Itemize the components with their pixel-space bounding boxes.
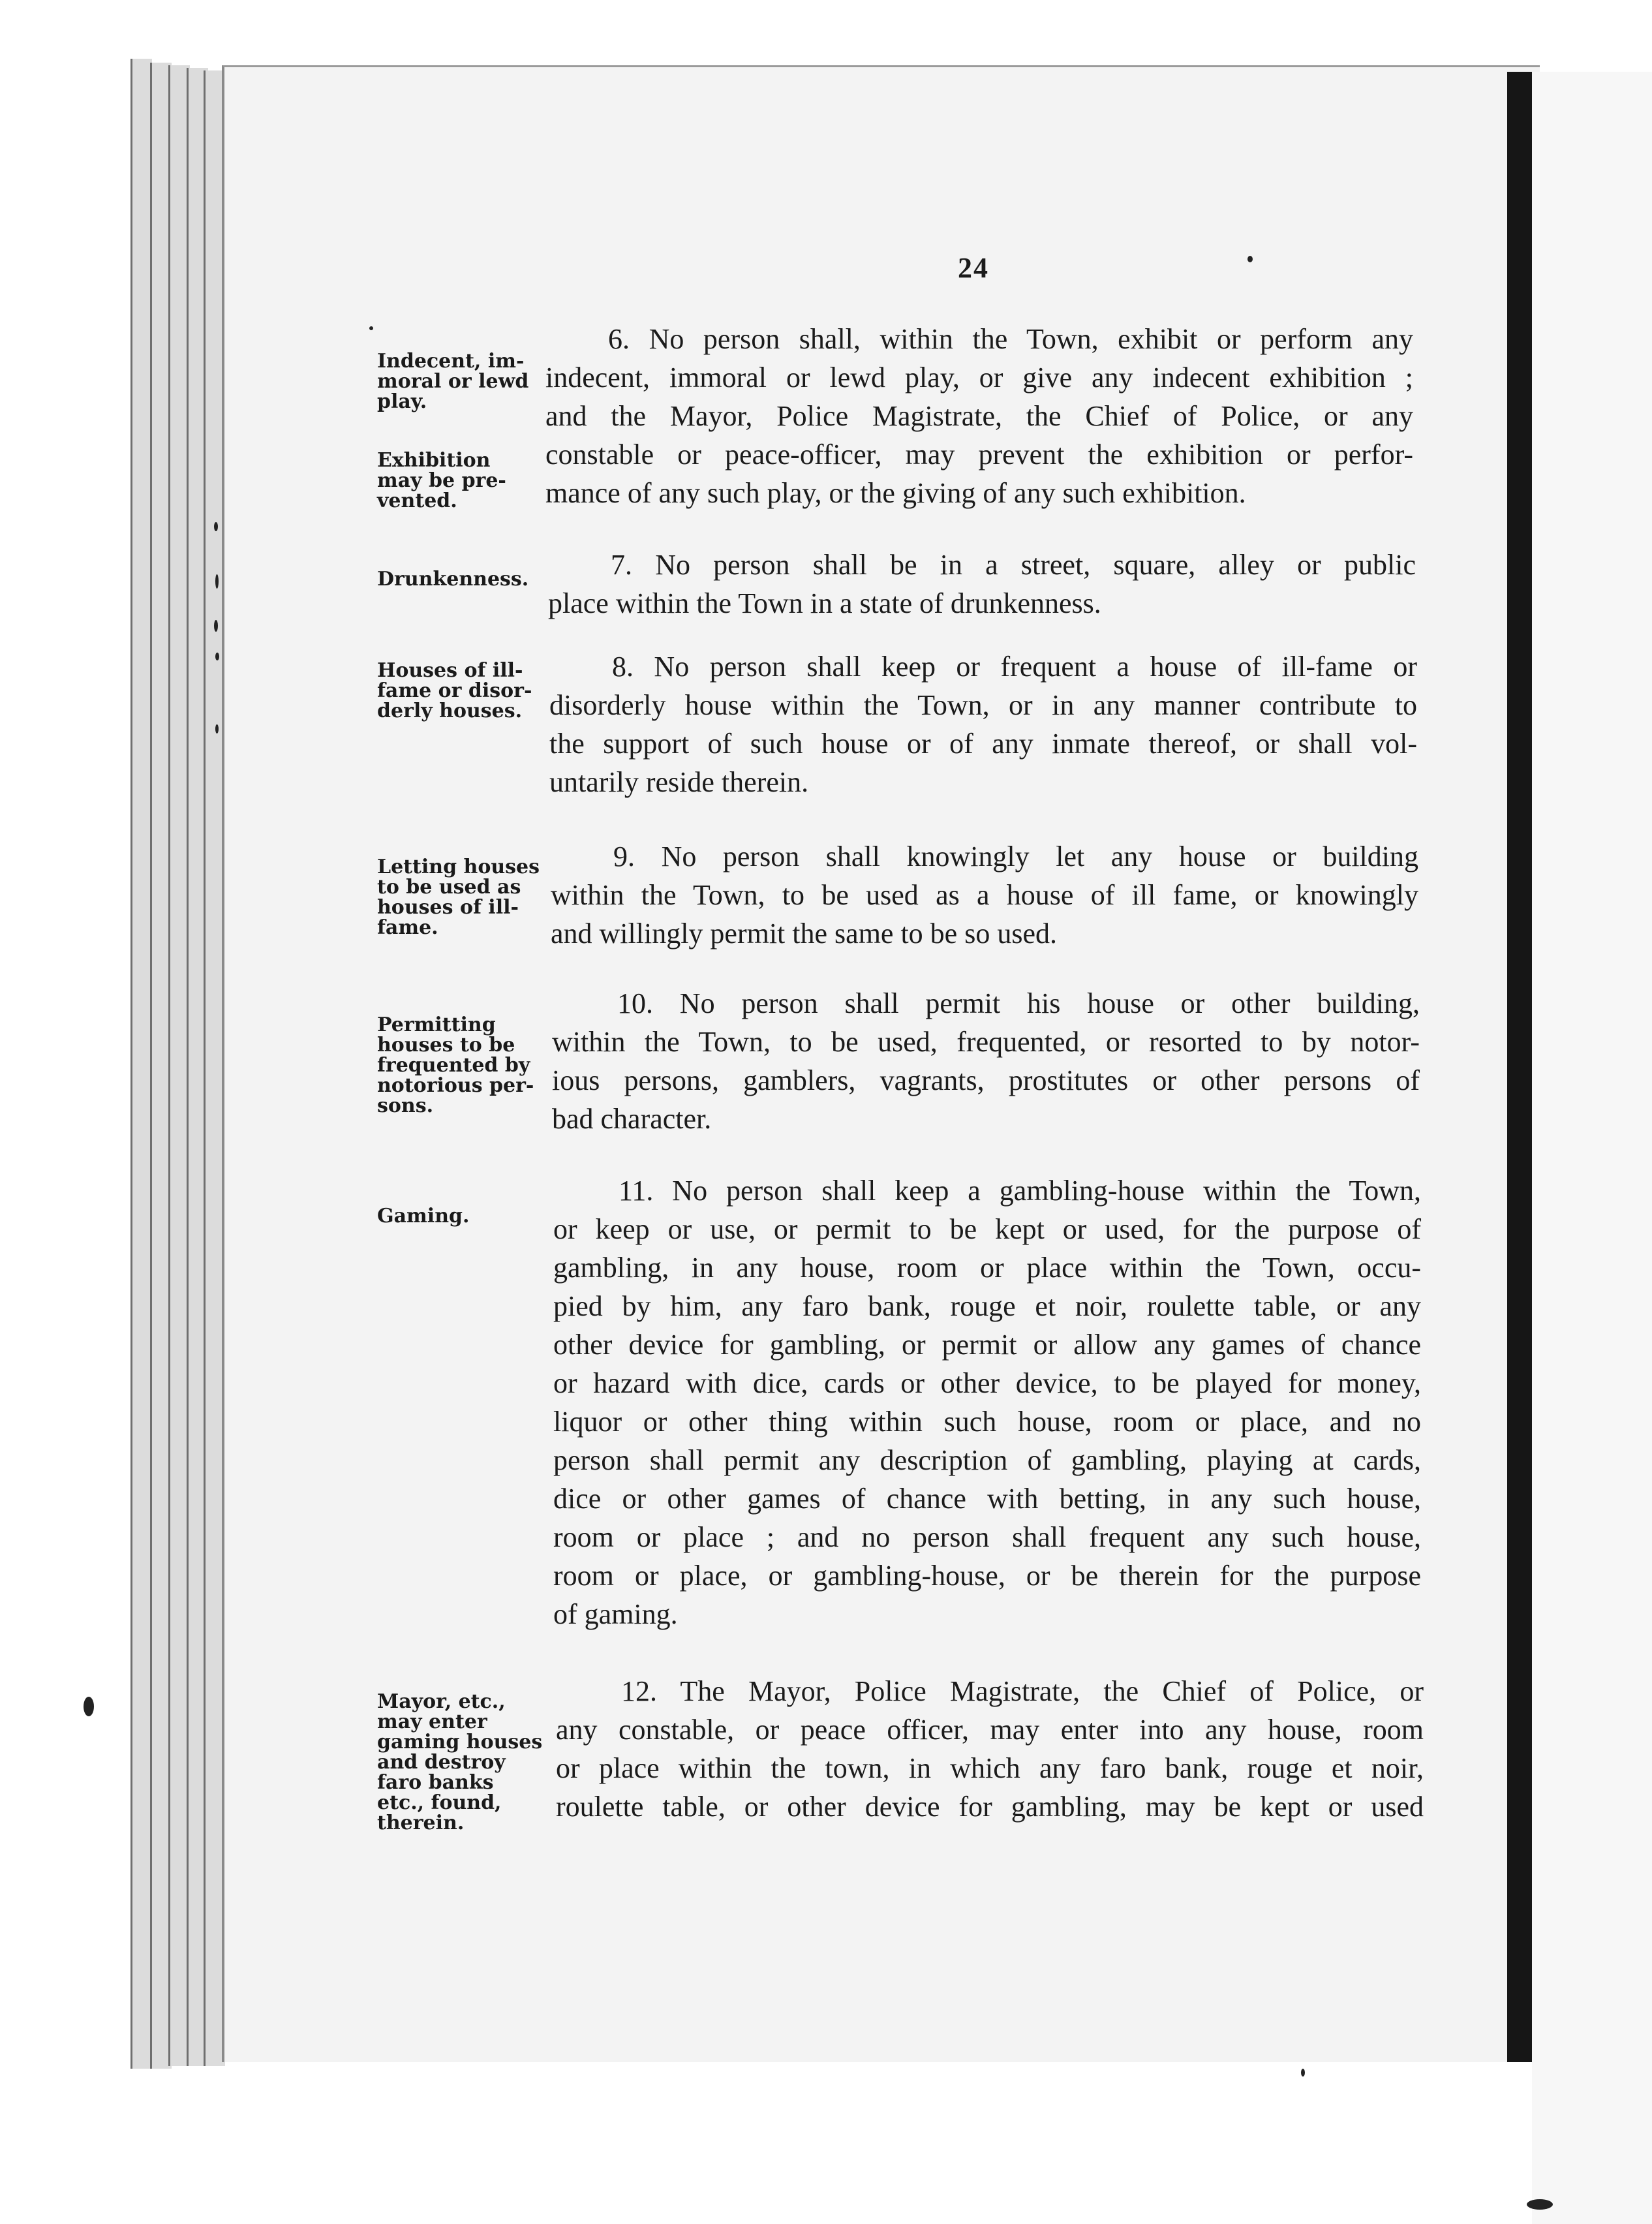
- text-line: person shall permit any description of gambling, playing at cards,: [553, 1444, 1421, 1476]
- text-line: within the Town, to be used as a house of ill fame, or knowingly: [551, 879, 1418, 911]
- text-line: or place within the town, in which any faro bank, rouge et noir,: [556, 1752, 1424, 1784]
- scan-speck: [214, 620, 218, 632]
- margin-note-exhibition-prevented: Exhibition may be pre- vented.: [377, 449, 506, 512]
- text-line: 10. No person shall permit his house or other building,: [617, 987, 1420, 1019]
- margin-note-drunkenness: Drunkenness.: [377, 568, 529, 591]
- text-line: the support of such house or of any inmate thereof, or shall vol-: [549, 728, 1417, 760]
- text-line: room or place, or gambling-house, or be therein for the purpose: [553, 1560, 1421, 1592]
- text-line: bad character.: [552, 1103, 712, 1135]
- scan-speck: [369, 326, 373, 330]
- scan-speck: [1247, 256, 1253, 262]
- section-6: [545, 320, 1413, 512]
- text-line: or hazard with dice, cards or other device, to be played for money,: [553, 1367, 1421, 1399]
- margin-note-houses-ill-fame: Houses of ill- fame or disor- derly houses.: [377, 659, 532, 722]
- text-line: other device for gambling, or permit or allow any games of chance: [553, 1329, 1421, 1361]
- margin-note-letting-houses: Letting houses to be used as houses of ill- fame.: [377, 856, 540, 939]
- text-line: within the Town, to be used, frequented, or resorted to by notor-: [552, 1026, 1420, 1058]
- scan-speck: [1527, 2199, 1553, 2210]
- text-line: constable or peace-officer, may prevent the exhibition or perfor-: [545, 439, 1413, 471]
- text-line: 9. No person shall knowingly let any house or building: [613, 841, 1418, 873]
- scan-speck: [215, 724, 219, 734]
- margin-note-permitting-houses: Permitting houses to be frequented by notorious per- sons.: [377, 1013, 534, 1117]
- text-line: of gaming.: [553, 1598, 678, 1630]
- page-number: 24: [958, 252, 989, 284]
- margin-note-mayor-may-enter: Mayor, etc., may enter gaming houses and destroy faro banks etc., found, therein.: [377, 1690, 543, 1834]
- section-11: [553, 1171, 1421, 1633]
- text-line: liquor or other thing within such house, room or place, and no: [553, 1406, 1421, 1438]
- section-9: [551, 837, 1418, 953]
- scan-speck: [215, 653, 219, 660]
- text-line: 7. No person shall be in a street, square, alley or public: [611, 549, 1416, 581]
- text-line: and willingly permit the same to be so used.: [551, 918, 1057, 950]
- text-line: mance of any such play, or the giving of any such exhibition.: [545, 477, 1246, 509]
- text-line: 6. No person shall, within the Town, exhibit or perform any: [608, 323, 1413, 355]
- section-8: [549, 647, 1417, 801]
- text-line: disorderly house within the Town, or in any manner contribute to: [549, 689, 1417, 721]
- text-line: place within the Town in a state of drunkenness.: [548, 587, 1101, 619]
- section-10: [552, 984, 1420, 1138]
- text-line: and the Mayor, Police Magistrate, the Chief of Police, or any: [545, 400, 1413, 432]
- text-line: roulette table, or other device for gambling, may be kept or used: [556, 1791, 1424, 1823]
- margin-note-indecent-play: Indecent, im- moral or lewd play.: [377, 350, 529, 413]
- text-line: 11. No person shall keep a gambling-house within the Town,: [619, 1175, 1421, 1207]
- text-line: dice or other games of chance with betting, in any such house,: [553, 1483, 1421, 1515]
- margin-note-gaming: Gaming.: [377, 1205, 470, 1228]
- scan-speck: [1301, 2069, 1305, 2077]
- section-12: [556, 1672, 1424, 1826]
- text-line: 12. The Mayor, Police Magistrate, the Chief of Police, or: [621, 1675, 1424, 1707]
- scan-speck: [215, 574, 219, 589]
- text-line: ious persons, gamblers, vagrants, prostitutes or other persons of: [552, 1064, 1420, 1096]
- text-line: or keep or use, or permit to be kept or used, for the purpose of: [553, 1213, 1421, 1245]
- text-line: 8. No person shall keep or frequent a house of ill-fame or: [612, 651, 1417, 683]
- page-gutter-shadow: [1507, 72, 1532, 2062]
- text-line: pied by him, any faro bank, rouge et noir, roulette table, or any: [553, 1290, 1421, 1322]
- section-7: [548, 546, 1416, 623]
- text-line: untarily reside therein.: [549, 766, 809, 798]
- facing-page-edge: [1532, 72, 1652, 2224]
- scan-speck: [214, 522, 218, 531]
- text-line: any constable, or peace officer, may enter into any house, room: [556, 1714, 1424, 1746]
- text-line: indecent, immoral or lewd play, or give any indecent exhibition ;: [545, 362, 1413, 394]
- text-line: room or place ; and no person shall frequent any such house,: [553, 1521, 1421, 1553]
- text-line: gambling, in any house, room or place within the Town, occu-: [553, 1252, 1421, 1284]
- book-edge-1: [130, 59, 152, 2069]
- scan-speck: [84, 1697, 94, 1716]
